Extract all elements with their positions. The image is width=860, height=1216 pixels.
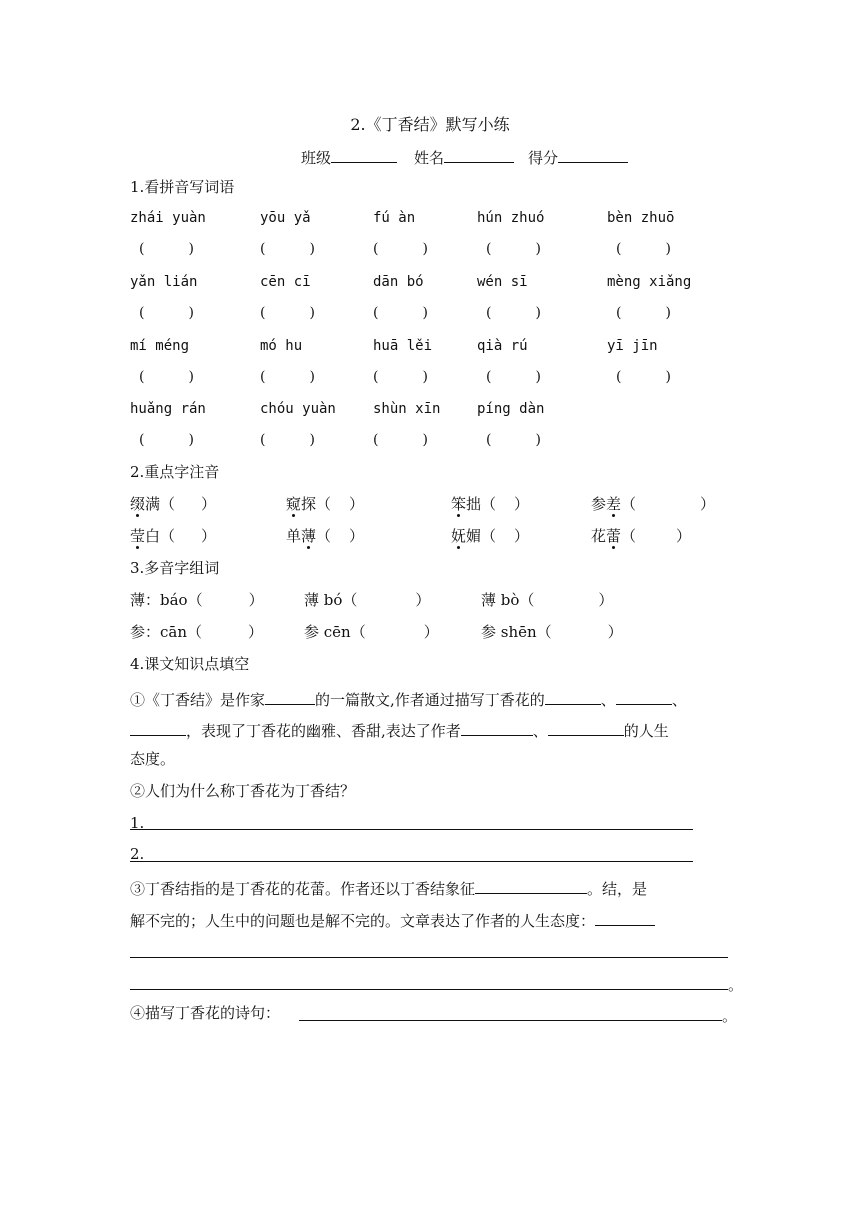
pronunciation-item[interactable]: 缀满（ ） <box>130 495 217 513</box>
q2-text: ②人们为什么称丁香花为丁香结？ <box>130 782 356 800</box>
pronunciation-item[interactable]: 莹白（ ） <box>130 527 217 545</box>
blank[interactable] <box>461 721 533 736</box>
answer-parens[interactable]: ( ) <box>373 369 428 385</box>
class-blank[interactable] <box>331 148 397 163</box>
answer-parens[interactable]: ( ) <box>616 369 671 385</box>
q3-answer-line[interactable] <box>130 957 728 958</box>
polyphone-item[interactable]: 薄 bó（ ） <box>304 591 431 609</box>
class-label: 班级 <box>301 149 332 167</box>
pinyin-word: huā lěi <box>373 338 433 354</box>
answer-parens[interactable]: ( ) <box>373 432 428 448</box>
pinyin-word: yī jīn <box>607 338 658 354</box>
answer-parens[interactable]: ( ) <box>486 305 541 321</box>
score-blank[interactable] <box>558 148 628 163</box>
polyphone-item[interactable]: 参 cēn（ ） <box>304 623 439 641</box>
pinyin-word: wén sī <box>477 274 528 290</box>
answer-parens[interactable]: ( ) <box>260 305 315 321</box>
pinyin-word: zhái yuàn <box>130 210 206 226</box>
answer-parens[interactable]: ( ) <box>616 241 671 257</box>
q3-answer-line[interactable] <box>130 989 728 990</box>
answer-parens[interactable]: ( ) <box>139 369 194 385</box>
q2-answer-1-line[interactable] <box>130 829 693 830</box>
pronunciation-item[interactable]: 参差（ ） <box>591 495 716 513</box>
pinyin-word: qià rú <box>477 338 528 354</box>
pinyin-word: píng dàn <box>477 401 545 417</box>
pinyin-word: cēn cī <box>260 274 311 290</box>
answer-parens[interactable]: ( ) <box>486 432 541 448</box>
section3-heading: 3.多音字组词 <box>130 559 220 577</box>
pinyin-word: mó hu <box>260 338 303 354</box>
name-field <box>414 148 514 166</box>
pinyin-word: mèng xiǎng <box>607 274 692 290</box>
q4-period: 。 <box>722 1007 738 1025</box>
section1-heading: 1.看拼音写词语 <box>130 178 235 196</box>
q2-answer-2-line[interactable] <box>130 861 693 862</box>
pronunciation-item[interactable]: 窥探（ ） <box>286 495 365 513</box>
pronunciation-item[interactable]: 笨拙（ ） <box>451 495 530 513</box>
polyphone-item[interactable]: 薄 bò（ ） <box>481 591 614 609</box>
answer-parens[interactable]: ( ) <box>486 369 541 385</box>
blank[interactable] <box>616 690 672 705</box>
pinyin-word: yōu yǎ <box>260 210 311 226</box>
answer-parens[interactable]: ( ) <box>139 241 194 257</box>
answer-parens[interactable]: ( ) <box>373 305 428 321</box>
name-label: 姓名 <box>414 149 445 167</box>
pinyin-word: chóu yuàn <box>260 401 336 417</box>
answer-parens[interactable]: ( ) <box>373 241 428 257</box>
pinyin-word: bèn zhuō <box>607 210 675 226</box>
answer-parens[interactable]: ( ) <box>139 432 194 448</box>
pinyin-word: mí méng <box>130 338 190 354</box>
attitude-blank[interactable] <box>595 911 655 926</box>
answer-parens[interactable]: ( ) <box>260 432 315 448</box>
q1-line2: ，表现了丁香花的幽雅、香甜,表达了作者 、 的人生 <box>130 721 669 739</box>
author-blank[interactable] <box>265 690 315 705</box>
section4-heading: 4.课文知识点填空 <box>130 655 250 673</box>
polyphone-item[interactable]: 参 shēn（ ） <box>481 623 623 641</box>
q4-label: ④描写丁香花的诗句： <box>130 1004 281 1022</box>
pronunciation-item[interactable]: 花蕾（ ） <box>591 527 692 545</box>
answer-parens[interactable]: ( ) <box>486 241 541 257</box>
symbol-blank[interactable] <box>475 879 587 894</box>
q2-answer-1-label: 1. <box>130 814 145 832</box>
q3-period: 。 <box>728 976 744 994</box>
polyphone-item[interactable]: 薄：báo（ ） <box>130 591 264 609</box>
q4-answer-line[interactable] <box>299 1020 722 1021</box>
pinyin-word: dān bó <box>373 274 424 290</box>
answer-parens[interactable]: ( ) <box>260 241 315 257</box>
q3-line1: ③丁香结指的是丁香花的花蕾。作者还以丁香结象征 。结，是 <box>130 880 648 898</box>
pinyin-word: fú àn <box>373 210 416 226</box>
score-label: 得分 <box>528 149 559 167</box>
section2-heading: 2.重点字注音 <box>130 463 220 481</box>
q3-line2: 解不完的；人生中的问题也是解不完的。文章表达了作者的人生态度： <box>130 911 655 929</box>
q2-answer-2-label: 2. <box>130 845 145 863</box>
pronunciation-item[interactable]: 单薄（ ） <box>286 527 365 545</box>
score-field <box>528 148 628 166</box>
pinyin-word: yǎn lián <box>130 274 198 290</box>
polyphone-item[interactable]: 参：cān（ ） <box>130 623 264 641</box>
pinyin-word: hún zhuó <box>477 210 545 226</box>
answer-parens[interactable]: ( ) <box>260 369 315 385</box>
answer-parens[interactable]: ( ) <box>616 305 671 321</box>
q1-line1: ①《丁香结》是作家 的一篇散文,作者通过描写丁香花的 、 、 <box>130 691 687 709</box>
name-blank[interactable] <box>444 148 514 163</box>
blank[interactable] <box>130 721 186 736</box>
class-field <box>301 148 397 166</box>
q1-line3: 态度。 <box>130 750 176 768</box>
blank[interactable] <box>545 690 601 705</box>
pinyin-word: huǎng rán <box>130 401 206 417</box>
page-title: 2.《丁香结》默写小练 <box>350 115 510 134</box>
pronunciation-item[interactable]: 妩媚（ ） <box>451 527 530 545</box>
answer-parens[interactable]: ( ) <box>139 305 194 321</box>
pinyin-word: shùn xīn <box>373 401 441 417</box>
blank[interactable] <box>548 721 624 736</box>
